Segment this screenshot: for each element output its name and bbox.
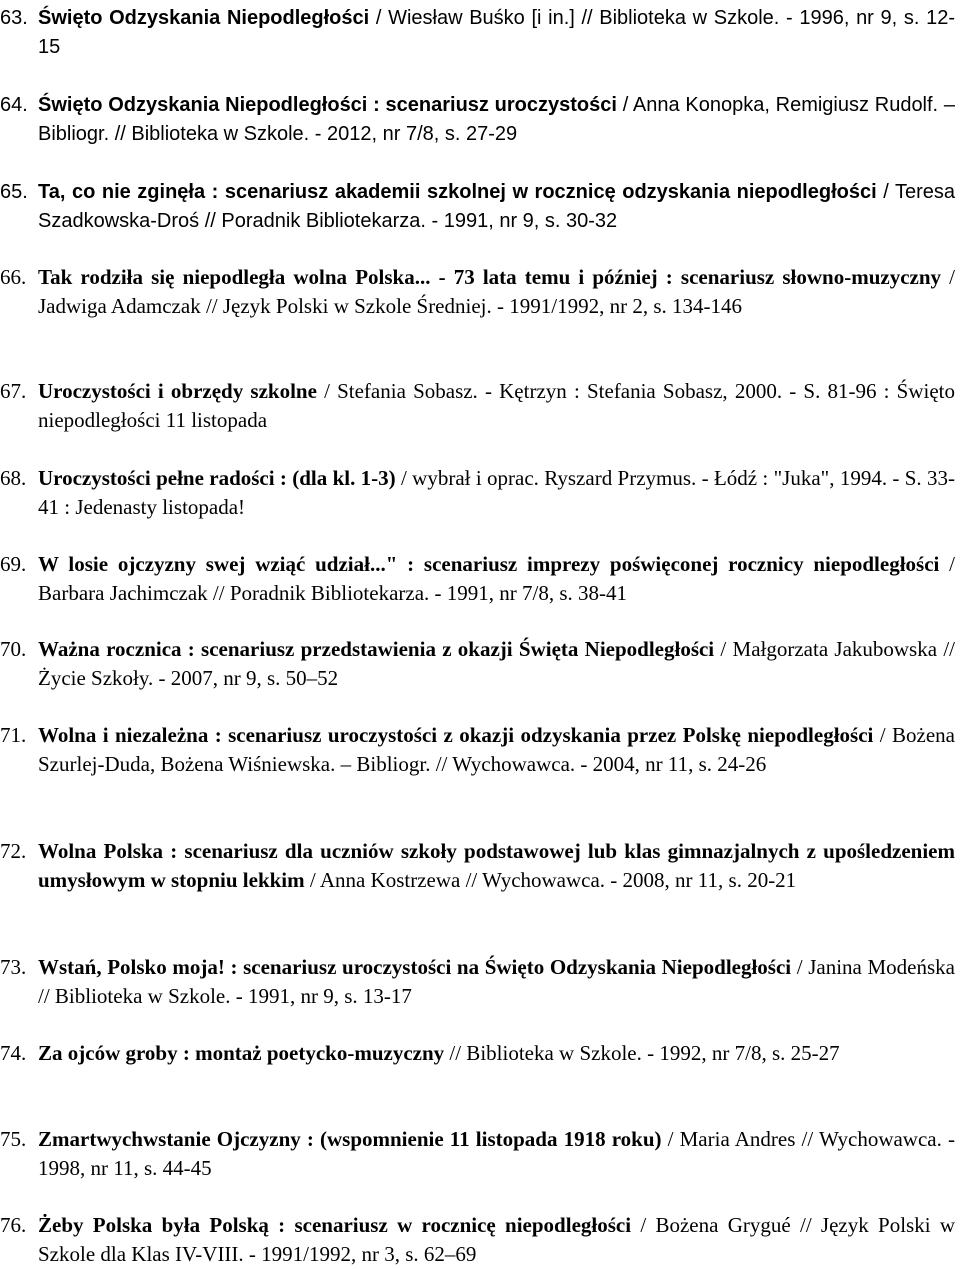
entry-number: 76. <box>0 1213 27 1237</box>
entry-details: / wybrał i oprac. Ryszard Przymus. - Łódź : "Juka", 1994. - S. 33-41 : Jedenasty listopada! <box>38 466 955 519</box>
bibliography-entry-68 <box>0 464 955 522</box>
entry-number: 64. <box>0 94 28 116</box>
entry-number: 75. <box>0 1127 27 1151</box>
entry-title: Tak rodziła się niepodległa wolna Polska... - 73 lata temu i później : scenariusz słowno-muzyczny <box>38 265 942 289</box>
entry-title: Ta, co nie zginęła : scenariusz akademii szkolnej w rocznicę odzyskania niepodległości <box>38 181 877 203</box>
bibliography-entry-75 <box>0 1125 955 1183</box>
entry-text <box>38 1039 955 1068</box>
bibliography-entry-72 <box>0 837 955 895</box>
entry-details: / Anna Konopka, Remigiusz Rudolf. – Bibliogr. // Biblioteka w Szkole. - 2012, nr 7/8, s. 27-29 <box>38 94 955 145</box>
entry-number: 63. <box>0 7 28 29</box>
bibliography-entry-66 <box>0 263 955 321</box>
entry-details: / Bożena Szurlej-Duda, Bożena Wiśniewska. – Bibliogr. // Wychowawca. - 2004, nr 11, s. 24-26 <box>38 723 955 776</box>
entry-number: 72. <box>0 839 27 863</box>
entry-text <box>38 91 955 149</box>
entry-number: 68. <box>0 466 27 490</box>
bibliography-entry-63 <box>0 4 955 62</box>
bibliography-entry-67 <box>0 377 955 435</box>
entry-number: 65. <box>0 181 28 203</box>
entry-number: 67. <box>0 379 27 403</box>
entry-text <box>38 550 955 608</box>
entry-number: 69. <box>0 552 27 576</box>
entry-title: Wolna i niezależna : scenariusz uroczystości z okazji odzyskania przez Polskę niepodległości <box>38 723 874 747</box>
entry-text <box>38 178 955 236</box>
entry-text <box>38 263 955 321</box>
entry-details: / Anna Kostrzewa // Wychowawca. - 2008, nr 11, s. 20-21 <box>304 868 797 892</box>
entry-title: Uroczystości i obrzędy szkolne <box>38 379 317 403</box>
bibliography-entry-71 <box>0 721 955 779</box>
entry-text <box>38 4 955 62</box>
bibliography-entry-65 <box>0 178 955 236</box>
entry-number: 71. <box>0 723 27 747</box>
entry-details: / Maria Andres // Wychowawca. - 1998, nr 11, s. 44-45 <box>38 1127 955 1180</box>
entry-number: 70. <box>0 637 27 661</box>
entry-details: / Jadwiga Adamczak // Język Polski w Szkole Średniej. - 1991/1992, nr 2, s. 134-146 <box>38 265 955 318</box>
entry-text <box>38 635 955 693</box>
bibliography-entry-73 <box>0 953 955 1011</box>
entry-text <box>38 464 955 522</box>
entry-text <box>38 721 955 779</box>
entry-details: / Stefania Sobasz. - Kętrzyn : Stefania Sobasz, 2000. - S. 81-96 : Święto niepodległości 11 listopada <box>38 379 956 432</box>
entry-number: 74. <box>0 1041 27 1065</box>
entry-title: Żeby Polska była Polską : scenariusz w rocznicę niepodległości <box>38 1213 632 1237</box>
bibliography-entry-74 <box>0 1039 955 1068</box>
entry-text <box>38 1211 955 1269</box>
entry-title: Wstań, Polsko moja! : scenariusz uroczystości na Święto Odzyskania Niepodległości <box>38 955 792 979</box>
entry-title: Święto Odzyskania Niepodległości <box>38 7 370 29</box>
entry-title: Wolna Polska : scenariusz dla uczniów szkoły podstawowej lub klas gimnazjalnych z upośledzeniem umysłowym w stopniu lekkim <box>38 839 955 892</box>
entry-title: Zmartwychwstanie Ojczyzny : (wspomnienie 11 listopada 1918 roku) <box>38 1127 662 1151</box>
entry-details: / Wiesław Buśko [i in.] // Biblioteka w Szkole. - 1996, nr 9, s. 12-15 <box>38 7 955 58</box>
entry-details: / Barbara Jachimczak // Poradnik Bibliotekarza. - 1991, nr 7/8, s. 38-41 <box>38 552 955 605</box>
entry-number: 73. <box>0 955 27 979</box>
entry-details: // Biblioteka w Szkole. - 1992, nr 7/8, s. 25-27 <box>444 1041 840 1065</box>
entry-title: Ważna rocznica : scenariusz przedstawienia z okazji Święta Niepodległości <box>38 637 715 661</box>
entry-text <box>38 837 955 895</box>
entry-text <box>38 1125 955 1183</box>
entry-number: 66. <box>0 265 27 289</box>
bibliography-entry-76 <box>0 1211 955 1269</box>
bibliography-entry-64 <box>0 91 955 149</box>
entry-details: / Janina Modeńska // Biblioteka w Szkole. - 1991, nr 9, s. 13-17 <box>38 955 955 1008</box>
entry-title: W losie ojczyzny swej wziąć udział..." : scenariusz imprezy poświęconej rocznicy niepodległości <box>38 552 940 576</box>
entry-text <box>38 377 955 435</box>
entry-details: / Małgorzata Jakubowska // Życie Szkoły. - 2007, nr 9, s. 50–52 <box>38 637 955 690</box>
entry-details: / Teresa Szadkowska-Droś // Poradnik Bibliotekarza. - 1991, nr 9, s. 30-32 <box>38 181 955 232</box>
entry-details: / Bożena Grygué // Język Polski w Szkole dla Klas IV-VIII. - 1991/1992, nr 3, s. 62–69 <box>38 1213 956 1266</box>
entry-title: Uroczystości pełne radości : (dla kl. 1-3) <box>38 466 396 490</box>
entry-text <box>38 953 955 1011</box>
bibliography-entry-69 <box>0 550 955 608</box>
bibliography-entry-70 <box>0 635 955 693</box>
entry-title: Za ojców groby : montaż poetycko-muzyczny <box>38 1041 445 1065</box>
entry-title: Święto Odzyskania Niepodległości : scenariusz uroczystości <box>38 94 617 116</box>
